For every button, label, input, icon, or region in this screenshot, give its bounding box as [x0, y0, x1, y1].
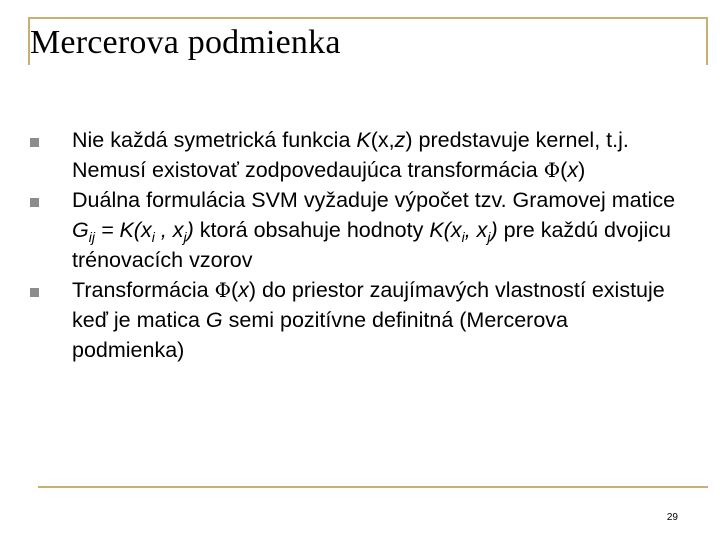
math-expression: , x [464, 218, 488, 242]
math-expression: , x [154, 218, 184, 242]
math-g: G [205, 308, 223, 332]
bullet-item-kernel [30, 125, 680, 185]
text-run: Nie každá symetrická funkcia [72, 128, 357, 152]
slide-title: Mercerova podmienka [30, 24, 341, 61]
bullet-list [30, 125, 680, 365]
top-rule [28, 17, 708, 19]
bullet-text [72, 278, 665, 362]
text-run: ktorá obsahuje hodnoty [193, 218, 430, 242]
text-run: (x, [370, 128, 395, 152]
math-k: K [356, 128, 371, 152]
bullet-item-mercer [30, 275, 680, 365]
math-g: G [72, 218, 89, 242]
math-expression: ) [490, 218, 498, 242]
text-run: ) do priestor zaujímavých vlastností existuje keď je matica [72, 278, 665, 332]
square-bullet-icon [30, 288, 39, 297]
text-run: Transformácia [72, 278, 215, 302]
text-run: ) predstavuje kernel, t.j. Nemusí existovať zodpovedaujúca transformácia [72, 128, 629, 182]
page-number: 29 [666, 512, 678, 523]
bottom-rule [38, 486, 708, 488]
text-run: ) [578, 158, 586, 182]
math-subscript: j [487, 229, 491, 245]
math-z: z [394, 128, 406, 152]
math-subscript: i [461, 229, 465, 245]
text-run: semi pozitívne definitná (Mercerova podmienka) [72, 308, 568, 362]
math-subscript: j [183, 229, 187, 245]
square-bullet-icon [30, 198, 39, 207]
right-rule [706, 17, 708, 65]
math-x: x [567, 158, 579, 182]
phi-symbol: Φ [543, 158, 561, 182]
square-bullet-icon [30, 138, 39, 147]
math-subscript: i [151, 229, 155, 245]
bullet-item-gram-matrix [30, 185, 680, 275]
text-run: Duálna formulácia SVM vyžaduje výpočet tzv. Gramovej matice [72, 188, 676, 212]
phi-symbol: Φ [214, 278, 231, 302]
text-run: ( [560, 158, 568, 182]
text-run: pre každú dvojicu trénovacích vzorov [72, 218, 671, 272]
math-expression: K(x [429, 218, 462, 242]
text-run: ( [230, 278, 239, 302]
bullet-text [72, 188, 675, 272]
math-expression: ) [186, 218, 194, 242]
bullet-text [72, 128, 629, 182]
math-expression: = K(x [94, 218, 152, 242]
math-x: x [238, 278, 249, 302]
math-subscript: ij [88, 229, 95, 245]
